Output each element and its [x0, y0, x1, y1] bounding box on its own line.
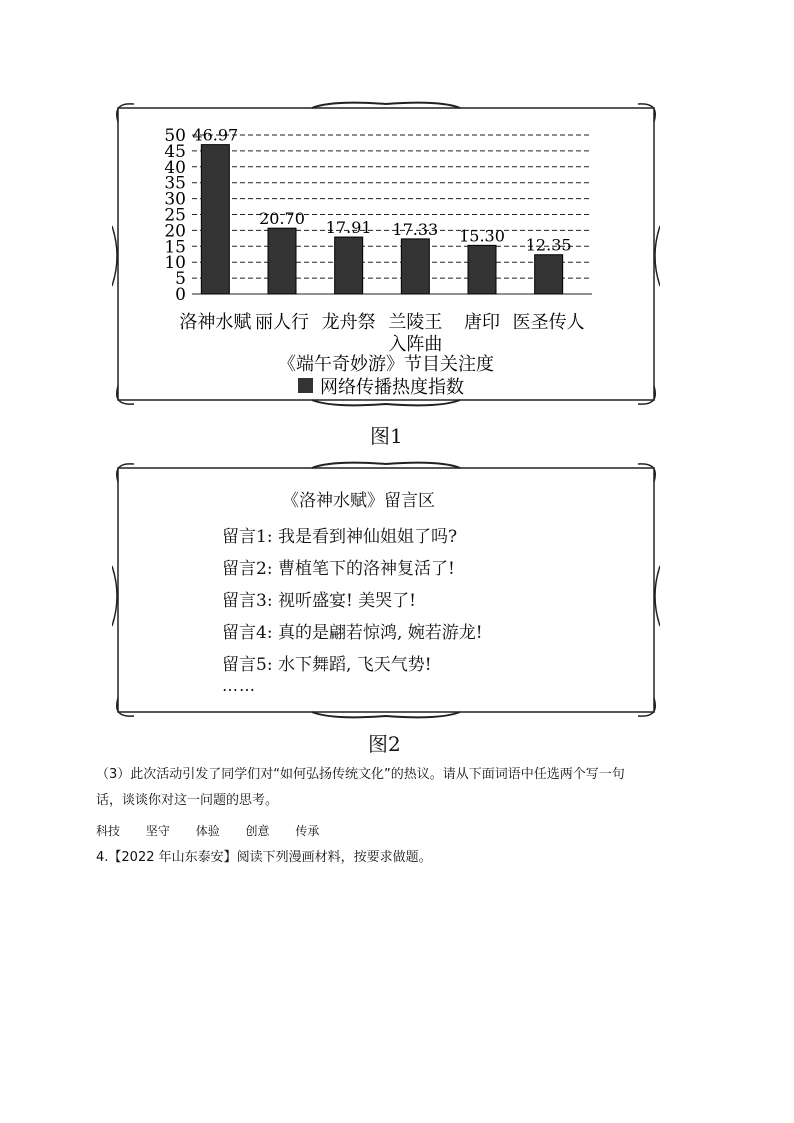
word-option: 坚守: [145, 824, 170, 838]
y-tick-label: 15: [164, 237, 186, 258]
bar: [335, 237, 363, 294]
bar: [201, 145, 229, 294]
comment-1: 留言1: 我是看到神仙姐姐了吗?: [222, 527, 458, 547]
question-3-line-2: 话，谈谈你对这一问题的思考。: [96, 793, 279, 808]
word-option: 科技: [96, 824, 121, 838]
bar: [268, 228, 296, 294]
category-label: 丽人行: [255, 312, 309, 333]
bar: [401, 239, 429, 294]
y-tick-label: 35: [164, 173, 186, 194]
y-tick-label: 10: [164, 253, 186, 274]
comment-5: 留言5: 水下舞蹈, 飞天气势!: [222, 655, 432, 675]
word-option: 体验: [195, 824, 220, 838]
comment-section-title: 《洛神水赋》留言区: [282, 491, 435, 511]
y-tick-label: 45: [164, 141, 186, 162]
figure2-label: 图2: [368, 732, 401, 756]
category-label: 唐印: [464, 312, 500, 333]
figure1-label: 图1: [370, 424, 403, 448]
y-tick-label: 5: [175, 269, 186, 290]
bar-value-label: 15.30: [459, 226, 505, 246]
comment-ellipsis: ……: [222, 676, 256, 695]
bar: [535, 255, 563, 294]
y-tick-label: 50: [164, 126, 186, 146]
y-tick-label: 0: [175, 285, 186, 305]
word-option: 传承: [295, 824, 320, 838]
chart-title: 《端午奇妙游》节目关注度: [278, 354, 494, 375]
comment-4: 留言4: 真的是翩若惊鸿, 婉若游龙!: [222, 623, 483, 643]
bar-value-label: 17.91: [325, 218, 372, 238]
bar-value-label: 17.33: [392, 219, 439, 239]
y-tick-label: 25: [164, 205, 186, 226]
value-labels: [192, 126, 571, 255]
grid-lines: [192, 135, 592, 294]
y-axis-ticks: [164, 126, 186, 305]
word-option: 创意: [245, 824, 270, 838]
bar-value-label: 46.97: [192, 125, 239, 145]
y-tick-label: 30: [164, 189, 186, 210]
question-3-line-1: （3）此次活动引发了同学们对“如何弘扬传统文化”的热议。请从下面词语中任选两个写一句: [96, 767, 625, 782]
comment-3: 留言3: 视听盛宴! 美哭了!: [222, 591, 417, 611]
category-label: 兰陵王: [388, 312, 443, 333]
comment-2: 留言2: 曹植笔下的洛神复活了!: [222, 559, 455, 579]
bar: [468, 245, 496, 294]
bar-value-label: 20.70: [259, 209, 305, 229]
question-4: 4.【2022 年山东泰安】阅读下列漫画材料，按要求做题。: [96, 850, 432, 865]
category-labels: [179, 312, 584, 355]
y-tick-label: 20: [164, 221, 186, 242]
y-tick-label: 40: [164, 157, 186, 178]
category-label: 洛神水赋: [179, 312, 252, 333]
legend-swatch: [298, 378, 313, 393]
legend-label: 网络传播热度指数: [320, 377, 464, 398]
bar-value-label: 12.35: [525, 235, 572, 255]
bar-chart: [0, 0, 794, 420]
category-label: 医圣传人: [512, 312, 585, 333]
category-label: 龙舟祭: [321, 312, 376, 333]
word-options: [96, 822, 341, 839]
category-label: 入阵曲: [388, 334, 443, 355]
